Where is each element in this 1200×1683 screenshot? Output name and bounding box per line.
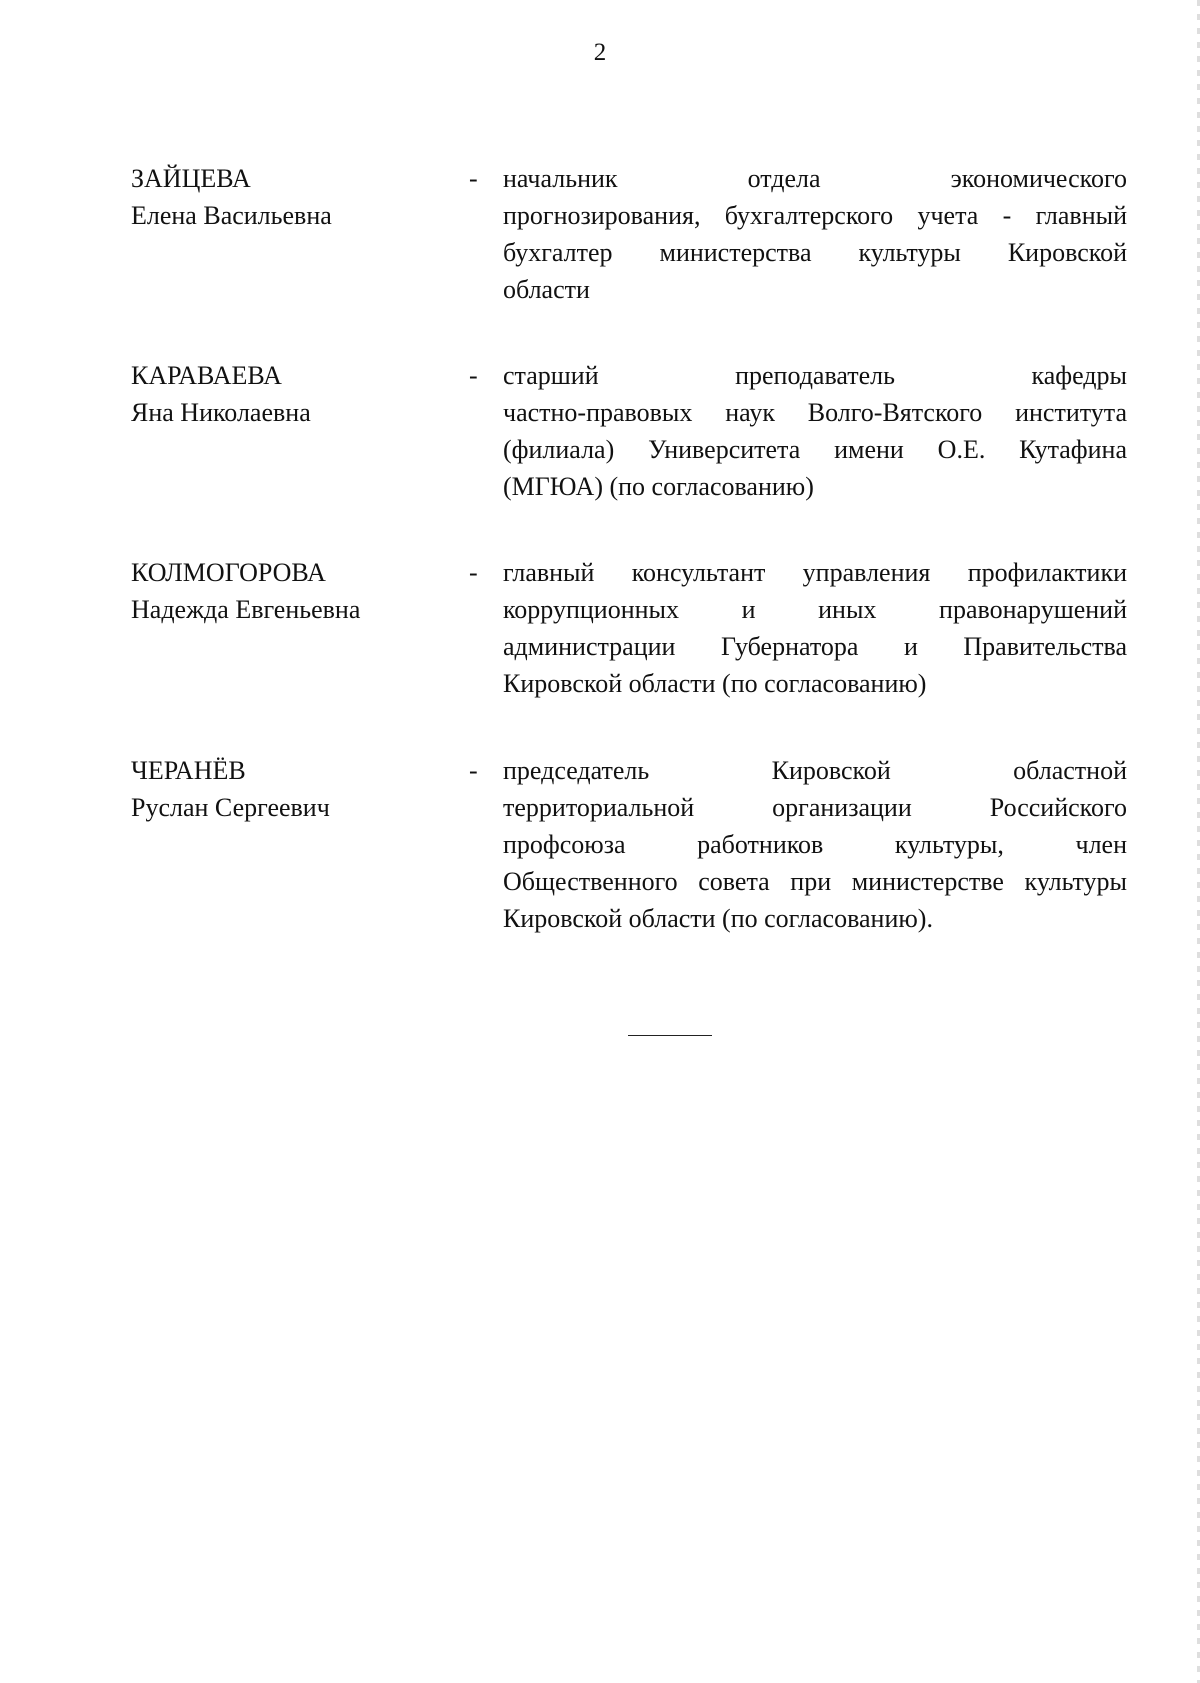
member-surname: ЧЕРАНЁВ <box>131 756 246 785</box>
description-line: коррупционных и иных правонарушений <box>503 595 1127 624</box>
entry-dash: - <box>469 361 478 390</box>
member-given-names: Елена Васильевна <box>131 201 332 230</box>
entry-dash: - <box>469 164 478 193</box>
description-line: Кировской области (по согласованию) <box>503 669 927 698</box>
description-line: (МГЮА) (по согласованию) <box>503 472 814 501</box>
description-line: Кировской области (по согласованию). <box>503 904 933 933</box>
member-position-description <box>503 357 1127 505</box>
end-of-list-rule <box>628 1035 712 1036</box>
description-line: территориальной организации Российского <box>503 793 1127 822</box>
member-position-description <box>503 554 1127 702</box>
description-line: профсоюза работников культуры, член <box>503 830 1127 859</box>
description-line: главный консультант управления профилактики <box>503 558 1127 587</box>
description-line: области <box>503 275 590 304</box>
description-line: Общественного совета при министерстве культуры <box>503 867 1127 896</box>
description-line: бухгалтер министерства культуры Кировской <box>503 238 1127 267</box>
description-line: старший преподаватель кафедры <box>503 361 1127 390</box>
member-position-description <box>503 160 1127 308</box>
entry-dash: - <box>469 558 478 587</box>
member-given-names: Яна Николаевна <box>131 398 311 427</box>
description-line: прогнозирования, бухгалтерского учета - главный <box>503 201 1127 230</box>
entry-dash: - <box>469 756 478 785</box>
page-number: 2 <box>593 39 607 66</box>
description-line: председатель Кировской областной <box>503 756 1127 785</box>
member-surname: ЗАЙЦЕВА <box>131 164 251 193</box>
member-given-names: Руслан Сергеевич <box>131 793 330 822</box>
member-given-names: Надежда Евгеньевна <box>131 595 361 624</box>
description-line: начальник отдела экономического <box>503 164 1127 193</box>
description-line: частно-правовых наук Волго-Вятского института <box>503 398 1127 427</box>
member-surname: КОЛМОГОРОВА <box>131 558 326 587</box>
description-line: (филиала) Университета имени О.Е. Кутафина <box>503 435 1127 464</box>
member-position-description <box>503 752 1127 937</box>
member-surname: КАРАВАЕВА <box>131 361 282 390</box>
description-line: администрации Губернатора и Правительства <box>503 632 1127 661</box>
